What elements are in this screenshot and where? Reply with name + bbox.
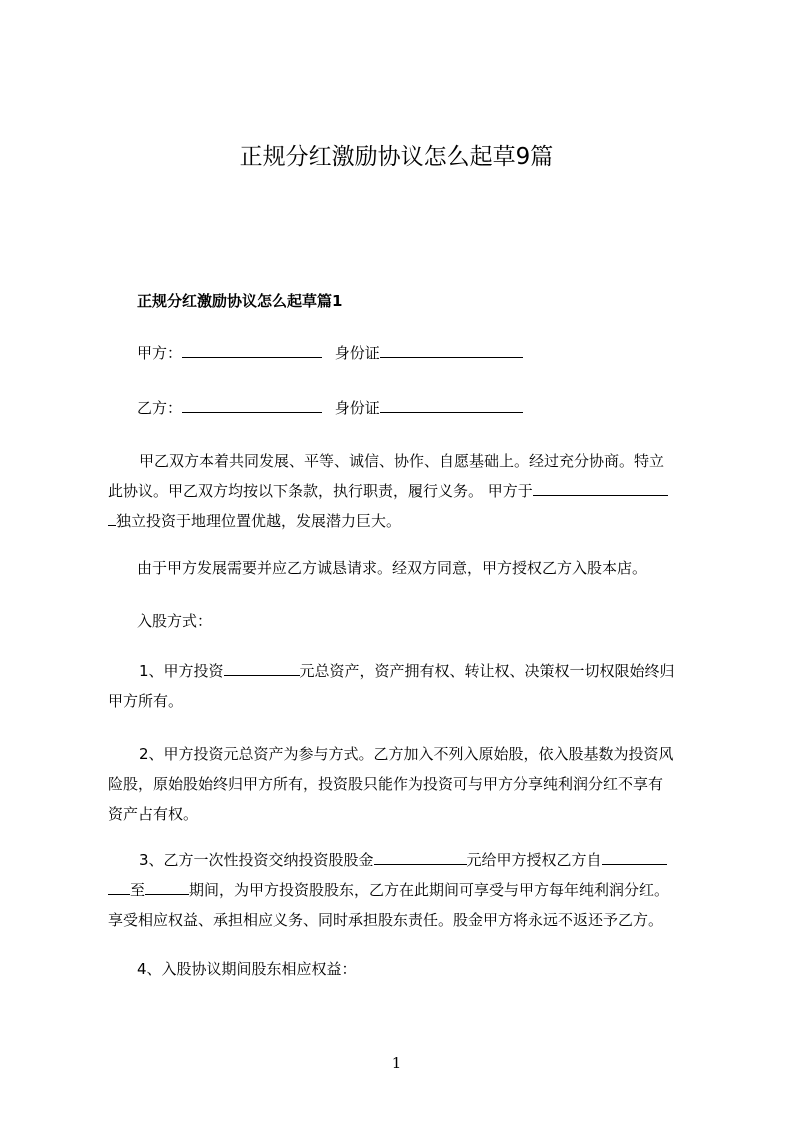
party-b-line <box>137 397 523 419</box>
method-heading: 入股方式： <box>137 612 213 630</box>
party-a-id-blank <box>380 342 523 358</box>
intro-blank <box>108 510 116 526</box>
clause-3-amount-blank <box>374 849 467 865</box>
clause-line: 3、乙方一次性投资交纳投资股股金 <box>139 851 374 869</box>
clause-3-start-blank <box>602 849 667 865</box>
clause-line: 元总资产，资产拥有权、转让权、决策权一切权限始终归 <box>299 662 675 680</box>
intro-line: 独立投资于地理位置优越，发展潜力巨大。 <box>116 512 402 530</box>
clause-line: 享受相应权益、承担相应义务、同时承担股东责任。股金甲方将永远不返还予乙方。 <box>108 911 664 929</box>
clause-3-start-blank-cont <box>108 879 130 895</box>
page-number: 1 <box>391 1054 402 1072</box>
intro-line: 此协议。甲乙双方均按以下条款，执行职责，履行义务。 甲方于 <box>108 482 533 500</box>
reason-paragraph: 由于甲方发展需要并应乙方诚恳请求。经双方同意，甲方授权乙方入股本店。 <box>137 559 648 577</box>
clause-3-end-blank <box>145 879 189 895</box>
party-b-id-blank <box>380 397 523 413</box>
clause-4-heading: 4、入股协议期间股东相应权益： <box>137 960 357 978</box>
party-a-line <box>137 342 523 364</box>
clause-line: 2、甲方投资元总资产为参与方式。乙方加入不列入原始股，依入股基数为投资风 <box>139 745 674 763</box>
intro-line: 甲乙双方本着共同发展、平等、诚信、协作、自愿基础上。经过充分协商。特立 <box>139 452 665 470</box>
clause-line: 至 <box>130 881 146 899</box>
party-a-label: 甲方： <box>137 344 183 362</box>
clause-line: 期间，为甲方投资股股东，乙方在此期间可享受与甲方每年纯利润分红。 <box>189 881 670 899</box>
clause-line: 险股，原始股始终归甲方所有，投资股只能作为投资可与甲方分享纯利润分红不享有 <box>108 775 664 793</box>
section-heading: 正规分红激励协议怎么起草篇1 <box>137 292 343 310</box>
clause-1-blank <box>224 660 300 676</box>
clause-3 <box>108 845 708 935</box>
clause-line: 1、甲方投资 <box>139 662 224 680</box>
clause-line: 资产占有权。 <box>108 805 199 823</box>
clause-1 <box>108 656 708 716</box>
document-title: 正规分红激励协议怎么起草9篇 <box>239 144 554 170</box>
clause-line: 甲方所有。 <box>108 692 184 710</box>
clause-2 <box>108 739 708 829</box>
party-a-id-label: 身份证 <box>334 344 380 362</box>
party-b-name-blank <box>182 397 322 413</box>
intro-blank <box>533 480 668 496</box>
intro-paragraph <box>108 446 708 536</box>
party-b-id-label: 身份证 <box>334 399 380 417</box>
clause-line: 元给甲方授权乙方自 <box>466 851 602 869</box>
party-a-name-blank <box>182 342 322 358</box>
party-b-label: 乙方： <box>137 399 183 417</box>
